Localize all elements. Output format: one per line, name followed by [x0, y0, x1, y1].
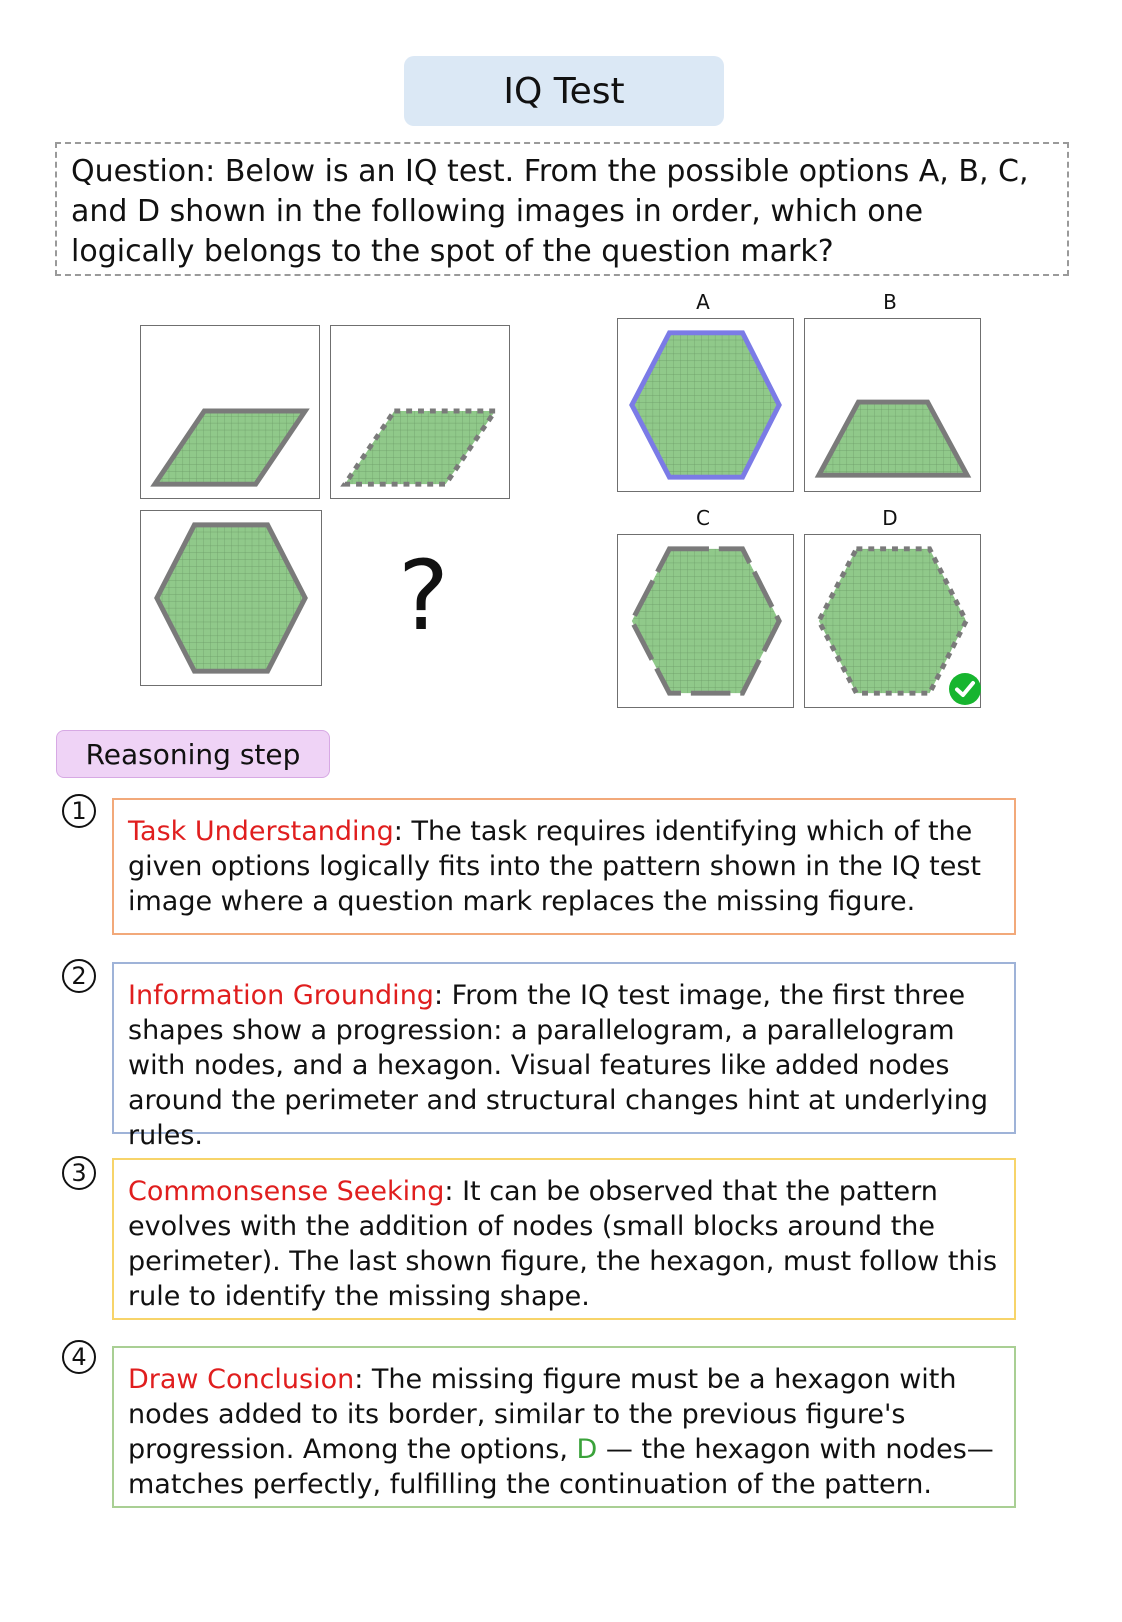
step-4-heading: Draw Conclusion: [128, 1364, 355, 1395]
option-b-label: B: [883, 290, 897, 314]
step-4-box: [112, 1346, 1016, 1508]
reasoning-step-heading-text: Reasoning step: [85, 737, 301, 771]
parallelogram-with-nodes-shape: [331, 326, 509, 498]
option-a-panel[interactable]: [617, 318, 794, 492]
question-mark: ?: [398, 540, 449, 652]
page-title: [404, 56, 724, 126]
reasoning-step-heading: [56, 730, 330, 778]
question-panel-1: [140, 325, 320, 499]
question-panel-3: [140, 510, 322, 686]
step-2-number: 2: [62, 959, 96, 993]
step-3-box: [112, 1158, 1016, 1320]
step-1-text: : The task requires identifying which of the given options logically fits into the pattern shown in the IQ test image where a question mark replaces the missing figure.: [128, 816, 982, 917]
step-4-text-after: — the hexagon with nodes—matches perfectly, fulfilling the continuation of the pattern.: [128, 1434, 994, 1500]
option-d-label: D: [882, 506, 898, 530]
step-3-number: 3: [62, 1156, 96, 1190]
hexagon-shape: [141, 511, 321, 685]
option-b-panel[interactable]: [804, 318, 981, 492]
page-title-text: IQ Test: [503, 70, 625, 112]
option-c-label: C: [696, 506, 710, 530]
step-1-number: 1: [62, 794, 96, 828]
question-text: Question: Below is an IQ test. From the possible options A, B, C, and D shown in the following images in order, which one logically belongs to the spot of the question mark?: [71, 154, 1029, 269]
option-a-hexagon-shape: [618, 319, 793, 491]
step-4-text-before: : The missing figure must be a hexagon with nodes added to its border, similar to the previous figure's progression. Among the options,: [128, 1364, 957, 1465]
step-2-box: [112, 962, 1016, 1151]
question-box: [55, 142, 1069, 276]
parallelogram-shape: [141, 326, 319, 498]
option-b-trapezoid-shape: [805, 319, 980, 491]
question-panel-2: [330, 325, 510, 499]
option-c-panel[interactable]: [617, 534, 794, 708]
step-3-heading: Commonsense Seeking: [128, 1176, 445, 1207]
option-a-label: A: [696, 290, 710, 314]
step-2-text: : From the IQ test image, the first three shapes show a progression: a parallelogram, a parallelogram with nodes, and a hexagon. Visual features like added nodes around the perimeter and structural changes hint at underlying rules.: [128, 980, 989, 1151]
step-4-number: 4: [62, 1340, 96, 1374]
green-check-icon: [948, 672, 982, 706]
step-1-heading: Task Understanding: [128, 816, 394, 847]
step-2-heading: Information Grounding: [128, 980, 434, 1011]
step-3-text: : It can be observed that the pattern evolves with the addition of nodes (small blocks around the perimeter). The last shown figure, the hexagon, must follow this rule to identify the missing shape.: [128, 1176, 998, 1312]
step-4-answer: D: [576, 1434, 598, 1465]
option-c-hexagon-shape: [618, 535, 793, 707]
step-1-box: [112, 798, 1016, 935]
